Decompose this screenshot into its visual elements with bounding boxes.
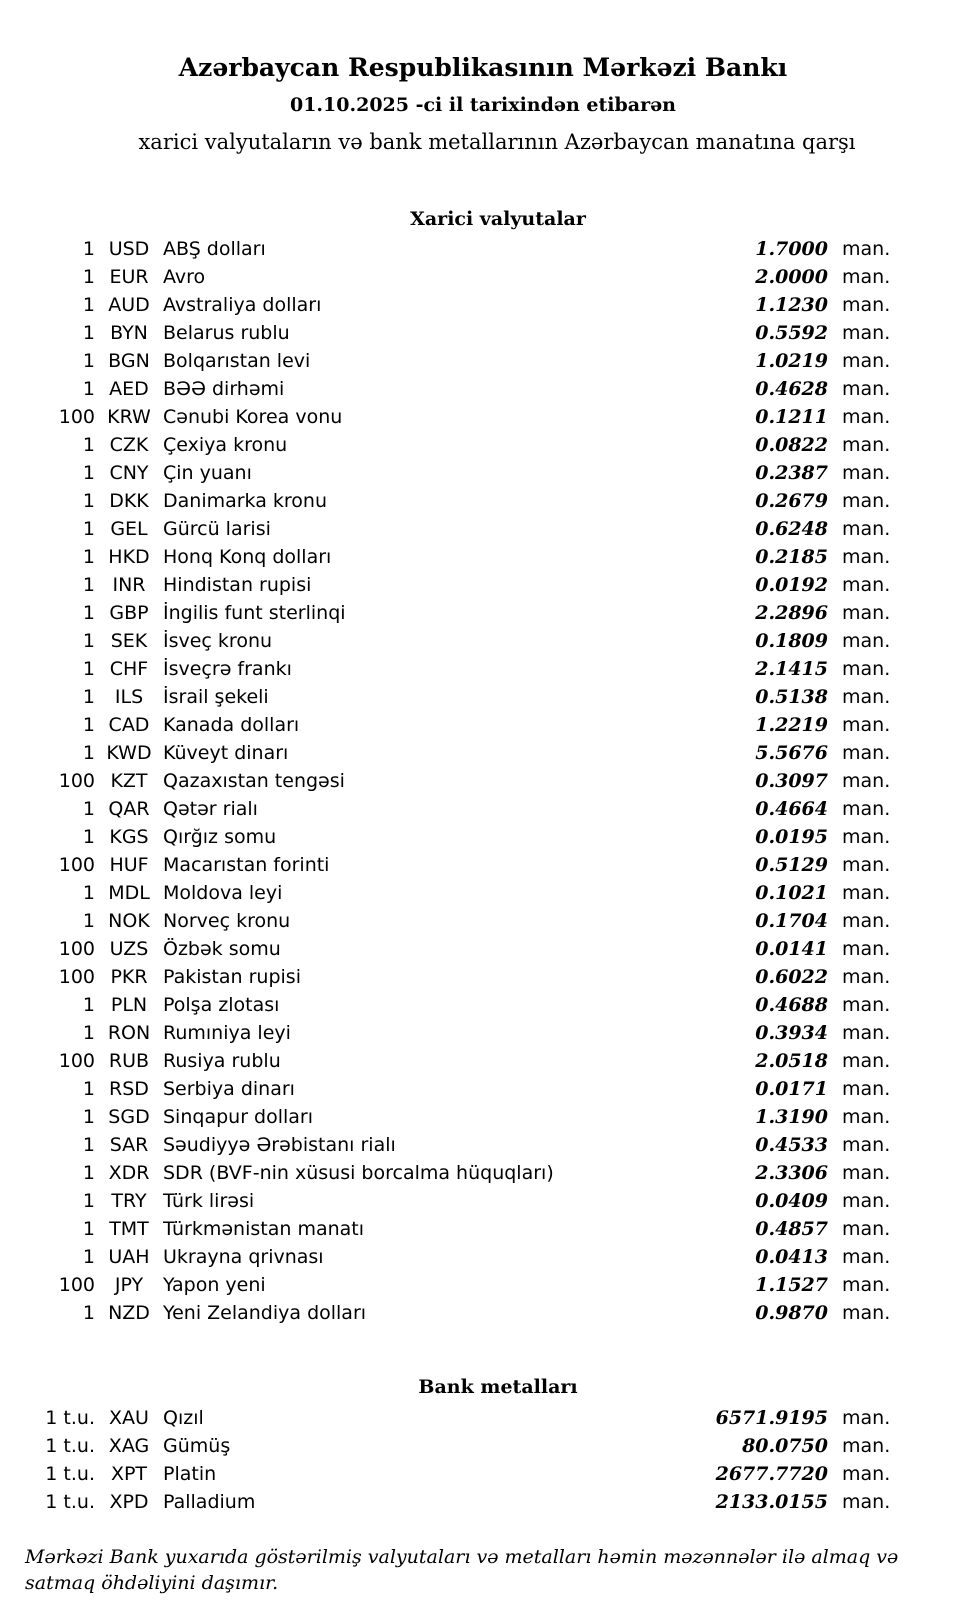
rate-value: 2.1415: [755, 658, 828, 680]
rate-value: 0.4688: [755, 994, 828, 1016]
rate-value: 0.0171: [755, 1078, 828, 1100]
rate-value: 0.4533: [755, 1134, 828, 1156]
currency-code: JPY: [114, 1274, 144, 1296]
table-row: [0, 711, 966, 739]
rate-value: 0.6248: [755, 518, 828, 540]
table-row: [0, 263, 966, 291]
currency-code: UAH: [108, 1246, 150, 1268]
unit-label: man.: [842, 1302, 891, 1324]
unit-label: man.: [842, 462, 891, 484]
rate-value: 0.1021: [755, 882, 828, 904]
unit-label: man.: [842, 770, 891, 792]
metal-name: Platin: [163, 1463, 217, 1485]
metals-rate-table: [0, 1404, 966, 1516]
currency-code: EUR: [109, 266, 149, 288]
unit-label: man.: [842, 294, 891, 316]
currency-name: Çexiya kronu: [163, 434, 288, 456]
table-row: [0, 963, 966, 991]
table-row: [0, 1103, 966, 1131]
quantity-cell: 1: [82, 826, 95, 848]
currency-code: PKR: [110, 966, 148, 988]
rate-value: 0.0822: [755, 434, 828, 456]
currency-code: KWD: [106, 742, 152, 764]
rate-value: 0.1704: [755, 910, 828, 932]
currency-code: KRW: [107, 406, 151, 428]
quantity-cell: 1: [82, 518, 95, 540]
table-row: [0, 459, 966, 487]
currency-name: Rusiya rublu: [163, 1050, 281, 1072]
currency-code: XDR: [108, 1162, 150, 1184]
rate-value: 1.2219: [755, 714, 828, 736]
rate-value: 6571.9195: [715, 1407, 828, 1429]
rate-value: 0.3097: [755, 770, 828, 792]
quantity-cell: 1: [82, 910, 95, 932]
currency-name: Türkmənistan manatı: [163, 1218, 365, 1240]
unit-label: man.: [842, 1463, 891, 1485]
currency-code: GEL: [110, 518, 148, 540]
table-row: [0, 1299, 966, 1327]
table-row: [0, 1404, 966, 1432]
rate-value: 0.9870: [755, 1302, 828, 1324]
currency-name: Türk lirəsi: [163, 1190, 255, 1212]
quantity-cell: 1: [82, 266, 95, 288]
footer-note: Mərkəzi Bank yuxarıda göstərilmiş valyutaları və metalları həmin məzənnələr ilə almaq və satmaq öhdəliyini daşımır.: [25, 1546, 899, 1594]
currency-name: Danimarka kronu: [163, 490, 328, 512]
table-row: [0, 823, 966, 851]
quantity-cell: 1: [82, 798, 95, 820]
table-row: [0, 347, 966, 375]
table-row: [0, 1215, 966, 1243]
table-row: [0, 1460, 966, 1488]
currency-code: CNY: [109, 462, 149, 484]
unit-label: man.: [842, 406, 891, 428]
currency-code: CZK: [109, 434, 149, 456]
unit-label: man.: [842, 854, 891, 876]
table-row: [0, 571, 966, 599]
quantity-cell: 1: [82, 1218, 95, 1240]
currency-name: Ukrayna qrivnası: [163, 1246, 324, 1268]
quantity-cell: 1: [82, 714, 95, 736]
quantity-cell: 1: [82, 602, 95, 624]
page-subtitle: xarici valyutaların və bank metallarının Azərbaycan manatına qarşı: [138, 130, 856, 154]
currency-code: NZD: [108, 1302, 150, 1324]
table-row: [0, 291, 966, 319]
currency-name: Belarus rublu: [163, 322, 290, 344]
currency-code: RSD: [109, 1078, 149, 1100]
rate-value: 0.0141: [755, 938, 828, 960]
unit-label: man.: [842, 994, 891, 1016]
rate-value: 2677.7720: [715, 1463, 828, 1485]
table-row: [0, 879, 966, 907]
quantity-cell: 1: [82, 882, 95, 904]
currency-name: İsveçrə frankı: [163, 658, 292, 680]
metal-code: XPT: [110, 1463, 148, 1485]
currency-code: USD: [108, 238, 150, 260]
unit-label: man.: [842, 1050, 891, 1072]
quantity-cell: 1: [82, 294, 95, 316]
rate-value: 0.3934: [755, 1022, 828, 1044]
rate-value: 0.4664: [755, 798, 828, 820]
currency-name: Macarıstan forinti: [163, 854, 330, 876]
currency-code: MDL: [108, 882, 150, 904]
currency-code: SGD: [108, 1106, 150, 1128]
quantity-cell: 1: [82, 462, 95, 484]
currency-code: RON: [107, 1022, 151, 1044]
currency-name: İsrail şekeli: [163, 686, 269, 708]
unit-label: man.: [842, 518, 891, 540]
rate-value: 0.5592: [755, 322, 828, 344]
quantity-cell: 1: [82, 546, 95, 568]
table-row: [0, 907, 966, 935]
quantity-cell: 1: [82, 1190, 95, 1212]
unit-label: man.: [842, 966, 891, 988]
rate-value: 2.3306: [755, 1162, 828, 1184]
currency-name: Avro: [163, 266, 206, 288]
rate-value: 0.0409: [755, 1190, 828, 1212]
unit-label: man.: [842, 658, 891, 680]
table-row: [0, 1131, 966, 1159]
metal-code: XAG: [108, 1435, 150, 1457]
rate-value: 5.5676: [755, 742, 828, 764]
table-row: [0, 515, 966, 543]
currency-name: Polşa zlotası: [163, 994, 280, 1016]
currency-name: İngilis funt sterlinqi: [163, 602, 346, 624]
quantity-cell: 1: [82, 1134, 95, 1156]
table-row: [0, 767, 966, 795]
currency-code: HUF: [109, 854, 149, 876]
currency-name: Sinqapur dolları: [163, 1106, 314, 1128]
currency-name: Səudiyyə Ərəbistanı rialı: [163, 1134, 396, 1156]
quantity-cell: 1: [82, 686, 95, 708]
quantity-cell: 1: [82, 378, 95, 400]
rate-value: 0.6022: [755, 966, 828, 988]
quantity-cell: 1 t.u.: [45, 1463, 95, 1485]
unit-label: man.: [842, 1022, 891, 1044]
currency-name: Özbək somu: [163, 938, 281, 960]
currency-code: CHF: [109, 658, 149, 680]
rate-value: 1.3190: [755, 1106, 828, 1128]
quantity-cell: 1: [82, 434, 95, 456]
unit-label: man.: [842, 350, 891, 372]
unit-label: man.: [842, 602, 891, 624]
rate-value: 0.0192: [755, 574, 828, 596]
currency-code: SAR: [109, 1134, 149, 1156]
table-row: [0, 851, 966, 879]
metal-code: XPD: [109, 1491, 149, 1513]
rate-value: 0.0195: [755, 826, 828, 848]
currency-name: BƏƏ dirhəmi: [163, 378, 285, 400]
currency-code: BYN: [110, 322, 148, 344]
currency-code: KGS: [109, 826, 149, 848]
quantity-cell: 1: [82, 994, 95, 1016]
currency-name: Norveç kronu: [163, 910, 291, 932]
table-row: [0, 403, 966, 431]
quantity-cell: 1: [82, 1022, 95, 1044]
table-row: [0, 319, 966, 347]
table-row: [0, 655, 966, 683]
quantity-cell: 100: [58, 1050, 95, 1072]
table-row: [0, 1432, 966, 1460]
quantity-cell: 1: [82, 322, 95, 344]
rate-value: 2133.0155: [715, 1491, 828, 1513]
quantity-cell: 1: [82, 1078, 95, 1100]
unit-label: man.: [842, 1435, 891, 1457]
currency-name: Pakistan rupisi: [163, 966, 301, 988]
quantity-cell: 100: [58, 938, 95, 960]
currency-code: UZS: [109, 938, 149, 960]
section-title-currencies: Xarici valyutalar: [410, 208, 586, 230]
currency-name: Kanada dolları: [163, 714, 300, 736]
table-row: [0, 627, 966, 655]
currency-name: Cənubi Korea vonu: [163, 406, 343, 428]
quantity-cell: 100: [58, 406, 95, 428]
quantity-cell: 100: [58, 770, 95, 792]
quantity-cell: 1 t.u.: [45, 1407, 95, 1429]
currency-code: GBP: [109, 602, 149, 624]
unit-label: man.: [842, 1246, 891, 1268]
currency-name: Bolqarıstan levi: [163, 350, 311, 372]
currency-name: İsveç kronu: [163, 630, 273, 652]
rate-value: 0.4628: [755, 378, 828, 400]
currency-code: ILS: [114, 686, 144, 708]
currency-name: Küveyt dinarı: [163, 742, 289, 764]
quantity-cell: 100: [58, 1274, 95, 1296]
quantity-cell: 100: [58, 966, 95, 988]
unit-label: man.: [842, 1218, 891, 1240]
quantity-cell: 1: [82, 490, 95, 512]
unit-label: man.: [842, 490, 891, 512]
quantity-cell: 1 t.u.: [45, 1491, 95, 1513]
currency-code: HKD: [108, 546, 150, 568]
rate-value: 2.0000: [755, 266, 828, 288]
quantity-cell: 1: [82, 630, 95, 652]
currency-name: Yeni Zelandiya dolları: [163, 1302, 367, 1324]
rate-value: 0.2185: [755, 546, 828, 568]
unit-label: man.: [842, 1274, 891, 1296]
currency-code: AUD: [108, 294, 150, 316]
rate-value: 0.2679: [755, 490, 828, 512]
currency-name: Gürcü larisi: [163, 518, 271, 540]
table-row: [0, 1047, 966, 1075]
unit-label: man.: [842, 546, 891, 568]
unit-label: man.: [842, 938, 891, 960]
quantity-cell: 1: [82, 1246, 95, 1268]
rate-value: 1.7000: [755, 238, 828, 260]
table-row: [0, 1271, 966, 1299]
currency-code: PLN: [110, 994, 148, 1016]
currency-code: RUB: [108, 1050, 150, 1072]
currency-name: Serbiya dinarı: [163, 1078, 295, 1100]
unit-label: man.: [842, 322, 891, 344]
currency-code: TMT: [109, 1218, 149, 1240]
table-row: [0, 235, 966, 263]
currency-code: QAR: [108, 798, 150, 820]
quantity-cell: 1: [82, 658, 95, 680]
table-row: [0, 543, 966, 571]
currency-name: Qırğız somu: [163, 826, 277, 848]
unit-label: man.: [842, 1134, 891, 1156]
metal-name: Gümüş: [163, 1435, 231, 1457]
currency-code: KZT: [110, 770, 148, 792]
currency-name: Çin yuanı: [163, 462, 252, 484]
currency-name: Rumıniya leyi: [163, 1022, 291, 1044]
quantity-cell: 1: [82, 574, 95, 596]
rate-value: 1.0219: [755, 350, 828, 372]
unit-label: man.: [842, 714, 891, 736]
rate-value: 0.4857: [755, 1218, 828, 1240]
table-row: [0, 683, 966, 711]
metal-name: Palladium: [163, 1491, 256, 1513]
rate-value: 1.1230: [755, 294, 828, 316]
rate-value: 1.1527: [755, 1274, 828, 1296]
unit-label: man.: [842, 1407, 891, 1429]
quantity-cell: 1: [82, 742, 95, 764]
table-row: [0, 375, 966, 403]
unit-label: man.: [842, 266, 891, 288]
table-row: [0, 487, 966, 515]
table-row: [0, 1243, 966, 1271]
currency-name: Moldova leyi: [163, 882, 283, 904]
unit-label: man.: [842, 574, 891, 596]
quantity-cell: 1 t.u.: [45, 1435, 95, 1457]
table-row: [0, 599, 966, 627]
table-row: [0, 1187, 966, 1215]
unit-label: man.: [842, 742, 891, 764]
unit-label: man.: [842, 238, 891, 260]
table-row: [0, 1075, 966, 1103]
unit-label: man.: [842, 1491, 891, 1513]
currency-rate-table: [0, 235, 966, 1327]
quantity-cell: 1: [82, 238, 95, 260]
effective-date-line: 01.10.2025 -ci il tarixindən etibarən: [289, 94, 676, 116]
page-title: Azərbaycan Respublikasının Mərkəzi Bankı: [178, 53, 788, 82]
table-row: [0, 795, 966, 823]
unit-label: man.: [842, 378, 891, 400]
unit-label: man.: [842, 882, 891, 904]
currency-code: TRY: [111, 1190, 147, 1212]
table-row: [0, 1488, 966, 1516]
currency-name: Qətər rialı: [163, 798, 258, 820]
currency-code: SEK: [110, 630, 148, 652]
section-title-metals: Bank metalları: [418, 1376, 578, 1398]
quantity-cell: 1: [82, 1106, 95, 1128]
rate-value: 0.1211: [755, 406, 828, 428]
currency-code: INR: [112, 574, 146, 596]
table-row: [0, 431, 966, 459]
currency-name: Honq Konq dolları: [163, 546, 332, 568]
currency-code: AED: [109, 378, 149, 400]
currency-name: Avstraliya dolları: [163, 294, 322, 316]
table-row: [0, 739, 966, 767]
currency-name: ABŞ dolları: [163, 238, 266, 260]
unit-label: man.: [842, 1190, 891, 1212]
rate-value: 2.2896: [755, 602, 828, 624]
unit-label: man.: [842, 686, 891, 708]
quantity-cell: 1: [82, 350, 95, 372]
quantity-cell: 1: [82, 1162, 95, 1184]
currency-name: Qazaxıstan tengəsi: [163, 770, 345, 792]
currency-name: Yapon yeni: [163, 1274, 266, 1296]
currency-name: Hindistan rupisi: [163, 574, 312, 596]
currency-name: SDR (BVF-nin xüsusi borcalma hüquqları): [163, 1162, 554, 1184]
rate-value: 80.0750: [742, 1435, 828, 1457]
table-row: [0, 1159, 966, 1187]
rate-value: 0.1809: [755, 630, 828, 652]
currency-code: DKK: [109, 490, 149, 512]
unit-label: man.: [842, 1106, 891, 1128]
rate-value: 0.5138: [755, 686, 828, 708]
unit-label: man.: [842, 1162, 891, 1184]
rate-value: 0.0413: [755, 1246, 828, 1268]
quantity-cell: 1: [82, 1302, 95, 1324]
unit-label: man.: [842, 434, 891, 456]
currency-code: BGN: [108, 350, 150, 372]
unit-label: man.: [842, 826, 891, 848]
currency-code: CAD: [108, 714, 150, 736]
unit-label: man.: [842, 798, 891, 820]
table-row: [0, 991, 966, 1019]
quantity-cell: 100: [58, 854, 95, 876]
table-row: [0, 935, 966, 963]
metal-name: Qızıl: [163, 1407, 204, 1429]
unit-label: man.: [842, 630, 891, 652]
metal-code: XAU: [109, 1407, 149, 1429]
table-row: [0, 1019, 966, 1047]
rate-value: 0.2387: [755, 462, 828, 484]
unit-label: man.: [842, 910, 891, 932]
unit-label: man.: [842, 1078, 891, 1100]
rate-value: 0.5129: [755, 854, 828, 876]
currency-code: NOK: [108, 910, 150, 932]
rate-value: 2.0518: [755, 1050, 828, 1072]
